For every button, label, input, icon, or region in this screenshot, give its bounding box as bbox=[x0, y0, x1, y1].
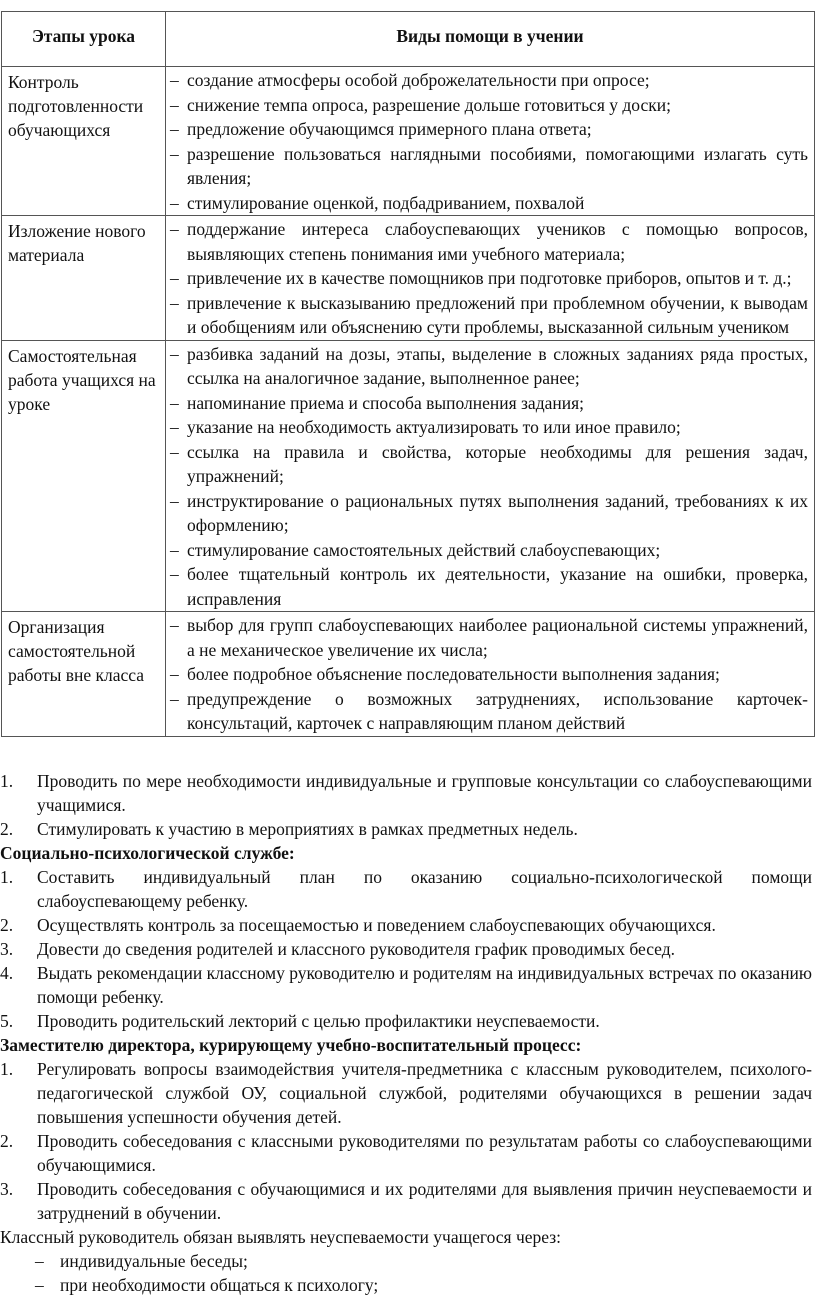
aid-item: – инструктирование о рациональных путях выполнения заданий, требованиях к их оформлению; bbox=[170, 490, 808, 535]
stage-cell: Самостоятельная работа учащихся на уроке bbox=[8, 345, 156, 414]
deputy-director-list bbox=[0, 1057, 812, 1225]
dash-marker: – bbox=[170, 192, 179, 213]
list-item: 4. Выдать рекомендации классному руководителю и родителям на индивидуальных встречах по оказанию помощи ребенку. bbox=[0, 963, 812, 1007]
list-item: – при необходимости общаться к психологу; bbox=[35, 1275, 379, 1295]
aid-item: – указание на необходимость актуализировать то или иное правило; bbox=[170, 415, 808, 440]
dash-marker: – bbox=[35, 1275, 44, 1295]
dash-marker: – bbox=[170, 417, 179, 437]
table-row bbox=[2, 340, 815, 612]
aid-item: – напоминание приема и способа выполнения задания; bbox=[170, 391, 808, 416]
dash-marker: – bbox=[170, 564, 179, 584]
header-stages: Этапы урока bbox=[2, 12, 166, 67]
dash-marker: – bbox=[170, 539, 179, 560]
aids-list bbox=[166, 216, 814, 340]
aid-item: – разбивка заданий на дозы, этапы, выделение в сложных заданиях ряда простых, ссылка на аналогичное задание, выполненное ранее; bbox=[170, 343, 808, 388]
aid-item: – ссылка на правила и свойства, которые необходимы для решения задач, упражнений; bbox=[170, 441, 808, 486]
table-row bbox=[2, 216, 815, 341]
deputy-director-heading: Заместителю директора, курирующему учебно-воспитательный процесс: bbox=[0, 1035, 582, 1055]
dash-marker: – bbox=[170, 143, 179, 164]
aid-item: – стимулирование оценкой, подбадриванием, похвалой bbox=[170, 191, 808, 216]
list-item: 1. Составить индивидуальный план по оказанию социально-психологической помощи слабоуспевающему ребенку. bbox=[0, 867, 812, 911]
aids-list bbox=[166, 612, 814, 736]
table-row bbox=[2, 67, 815, 216]
stage-cell: Контроль подготовленности обучающихся bbox=[8, 72, 144, 140]
teacher-list bbox=[0, 769, 812, 841]
aid-item: – выбор для групп слабоуспевающих наиболее рациональной системы упражнений, а не механическое увеличение их числа; bbox=[170, 615, 808, 660]
list-item: 3. Довести до сведения родителей и классного руководителя график проводимых бесед. bbox=[0, 939, 675, 959]
dash-marker: – bbox=[170, 664, 179, 684]
social-service-heading: Социально-психологической службе: bbox=[0, 843, 295, 863]
aid-item: – создание атмосферы особой доброжелательности при опросе; bbox=[170, 68, 808, 93]
list-item: 1. Регулировать вопросы взаимодействия учителя-предметника с классным руководителем, психолого-педагогической службой ОУ, социальной службой, родителями обучающихся в решении задач повышения успешности обучения детей. bbox=[0, 1059, 812, 1127]
dash-marker: – bbox=[170, 441, 179, 462]
dash-marker: – bbox=[170, 219, 179, 239]
table-header-row bbox=[2, 12, 815, 67]
list-item: 2. Стимулировать к участию в мероприятиях в рамках предметных недель. bbox=[0, 819, 578, 839]
aids-list bbox=[166, 341, 814, 612]
list-item: 2. Проводить собеседования с классными руководителями по результатам работы со слабоуспевающими обучающимися. bbox=[0, 1131, 812, 1175]
dash-marker: – bbox=[35, 1251, 44, 1271]
list-item: 5. Проводить родительский лекторий с целью профилактики неуспеваемости. bbox=[0, 1011, 600, 1031]
dash-marker: – bbox=[170, 94, 179, 115]
stage-cell: Организация самостоятельной работы вне класса bbox=[8, 617, 145, 685]
list-item: 2. Осуществлять контроль за посещаемостью и поведением слабоуспевающих обучающихся. bbox=[0, 915, 716, 935]
aids-list bbox=[166, 67, 814, 215]
aid-item: – предупреждение о возможных затруднениях, использование карточек-консультаций, карточек с направляющим планом действий bbox=[170, 688, 808, 733]
aid-item: – привлечение их в качестве помощников при подготовке приборов, опытов и т. д.; bbox=[170, 266, 808, 291]
dash-marker: – bbox=[170, 615, 179, 635]
list-item: – индивидуальные беседы; bbox=[35, 1251, 248, 1271]
stage-cell: Изложение нового материала bbox=[8, 221, 146, 265]
header-help-types: Виды помощи в учении bbox=[166, 12, 815, 67]
table-row bbox=[2, 612, 815, 737]
dash-marker: – bbox=[170, 292, 179, 313]
dash-marker: – bbox=[170, 70, 179, 90]
dash-marker: – bbox=[170, 119, 179, 139]
list-item: 1. Проводить по мере необходимости индивидуальные и групповые консультации со слабоуспевающими учащимися. bbox=[0, 771, 812, 815]
aid-item: – привлечение к высказыванию предложений при проблемном обучении, к выводам и обобщениям или объяснению сути проблемы, высказанной сильным учеником bbox=[170, 292, 808, 337]
aid-item: – снижение темпа опроса, разрешение дольше готовиться у доски; bbox=[170, 93, 808, 118]
aid-item: – стимулирование самостоятельных действий слабоуспевающих; bbox=[170, 538, 808, 563]
dash-marker: – bbox=[170, 392, 179, 413]
aid-item: – более тщательный контроль их деятельности, указание на ошибки, проверка, исправления bbox=[170, 564, 808, 609]
aid-item: – предложение обучающимся примерного плана ответа; bbox=[170, 117, 808, 142]
dash-marker: – bbox=[170, 268, 179, 288]
class-teacher-paragraph: Классный руководитель обязан выявлять неуспеваемости учащегося через: bbox=[0, 1227, 562, 1247]
class-teacher-list bbox=[0, 1249, 812, 1297]
recommendations-section bbox=[0, 769, 812, 1297]
social-service-list bbox=[0, 865, 812, 1033]
dash-marker: – bbox=[170, 688, 179, 709]
aid-item: – разрешение пользоваться наглядными пособиями, помогающими излагать суть явления; bbox=[170, 143, 808, 188]
dash-marker: – bbox=[170, 490, 179, 511]
list-item: 3. Проводить собеседования с обучающимися и их родителями для выявления причин неуспеваемости и затруднений в обучении. bbox=[0, 1179, 812, 1223]
help-types-table bbox=[1, 11, 815, 737]
aid-item: – более подробное объяснение последовательности выполнения задания; bbox=[170, 662, 808, 687]
aid-item: – поддержание интереса слабоуспевающих учеников с помощью вопросов, выявляющих степень понимания ими учебного материала; bbox=[170, 219, 808, 264]
dash-marker: – bbox=[170, 343, 179, 364]
